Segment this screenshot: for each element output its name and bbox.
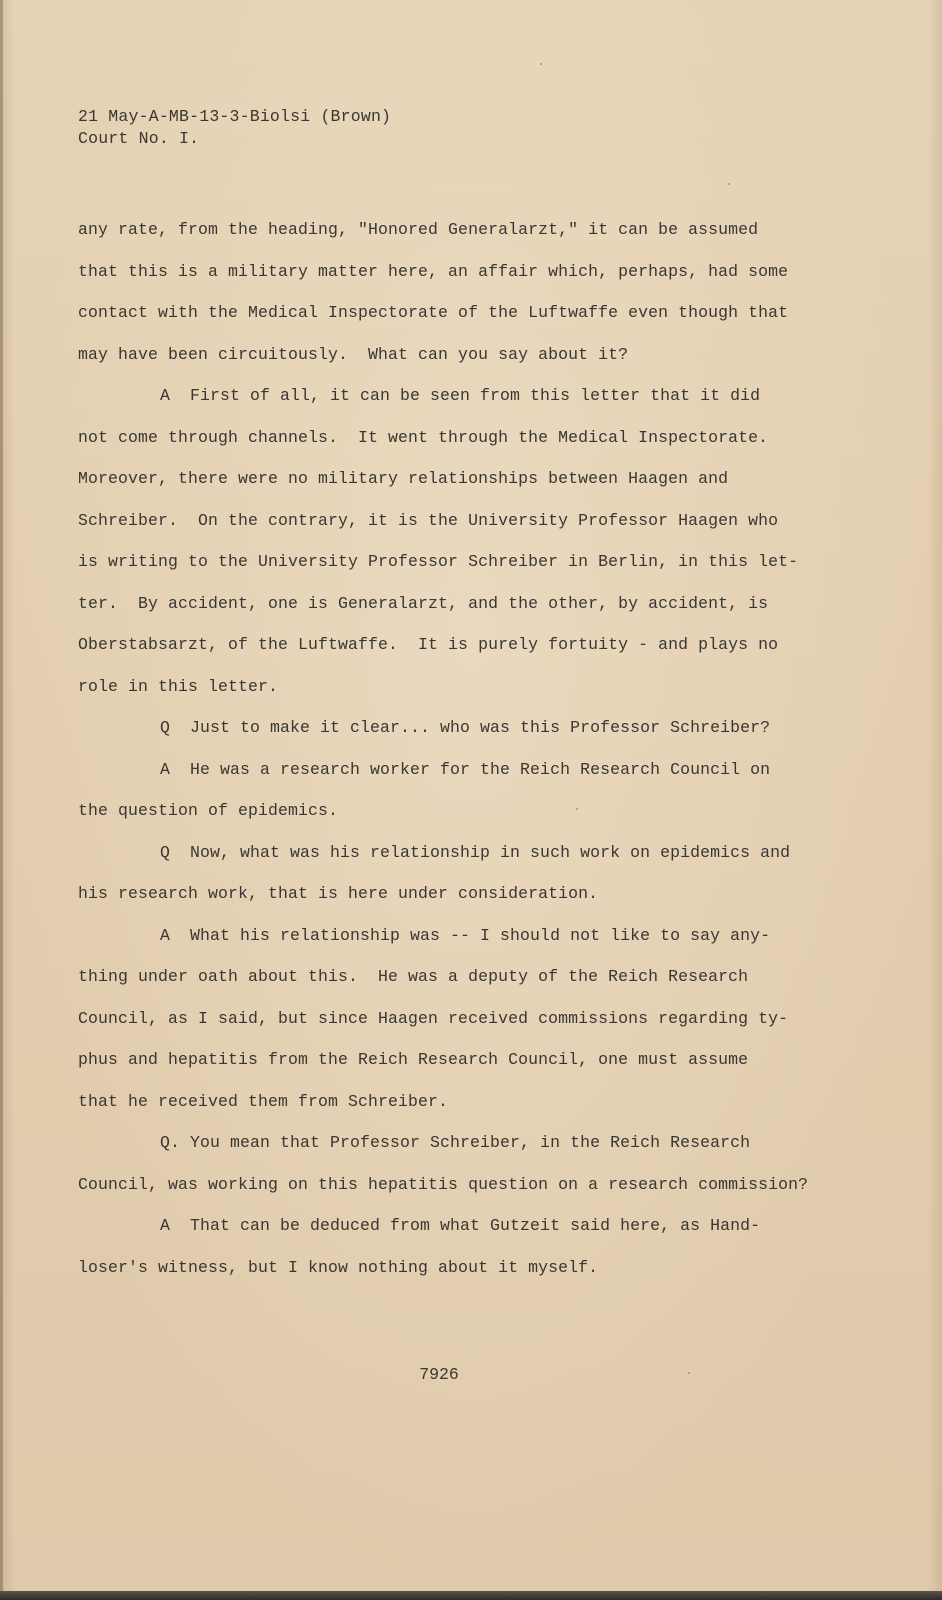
transcript-line: A What his relationship was -- I should not like to say any- [160,925,771,945]
paper-speck [576,808,578,810]
transcript-line: is writing to the University Professor Schreiber in Berlin, in this let- [78,552,799,571]
transcript-line: contact with the Medical Inspectorate of the Luftwaffe even though that [78,303,789,322]
transcript-line: Council, was working on this hepatitis question on a research commission? [78,1174,809,1194]
page-bottom-edge [0,1591,942,1600]
transcript-line: Oberstabsarzt, of the Luftwaffe. It is purely fortuity - and plays no [78,635,779,654]
paper-speck [728,183,730,185]
transcript-line: A He was a research worker for the Reich Research Council on [160,759,771,779]
transcript-line: thing under oath about this. He was a deputy of the Reich Research [78,967,749,986]
transcript-line: A That can be deduced from what Gutzeit said here, as Hand- [160,1216,761,1235]
transcript-line: role in this letter. [78,676,279,696]
header-reference: 21 May-A-MB-13-3-Biolsi (Brown) [78,107,392,126]
transcript-line: Q. You mean that Professor Schreiber, in the Reich Research [160,1133,751,1152]
transcript-line: loser's witness, but I know nothing about it myself. [78,1257,599,1277]
document-header [78,106,391,150]
transcript-line: that he received them from Schreiber. [78,1091,449,1111]
transcript-line: Q Just to make it clear... who was this Professor Schreiber? [160,718,771,737]
transcript-line: not come through channels. It went through the Medical Inspectorate. [78,427,769,447]
page-left-edge [0,0,3,1600]
transcript-line: his research work, that is here under consideration. [78,884,599,903]
transcript-line: may have been circuitously. What can you say about it? [78,344,629,364]
transcript-line: the question of epidemics. [78,801,339,820]
page-number: 7926 [419,1365,459,1384]
transcript-line: Q Now, what was his relationship in such work on epidemics and [160,842,791,862]
paper-speck [688,1372,690,1374]
transcript-line: ter. By accident, one is Generalarzt, and the other, by accident, is [78,593,769,613]
transcript-line: Moreover, there were no military relationships between Haagen and [78,469,729,488]
transcript-line: any rate, from the heading, "Honored Generalarzt," it can be assumed [78,220,759,239]
transcript-line: Schreiber. On the contrary, it is the University Professor Haagen who [78,510,779,530]
transcript-line: that this is a military matter here, an affair which, perhaps, had some [78,261,789,281]
transcript-line: Council, as I said, but since Haagen received commissions regarding ty- [78,1008,789,1028]
transcript-body [78,209,838,1288]
header-court: Court No. I. [78,129,200,148]
transcript-line: phus and hepatitis from the Reich Research Council, one must assume [78,1050,749,1069]
transcript-line: A First of all, it can be seen from this letter that it did [160,386,761,405]
paper-speck [540,63,542,65]
